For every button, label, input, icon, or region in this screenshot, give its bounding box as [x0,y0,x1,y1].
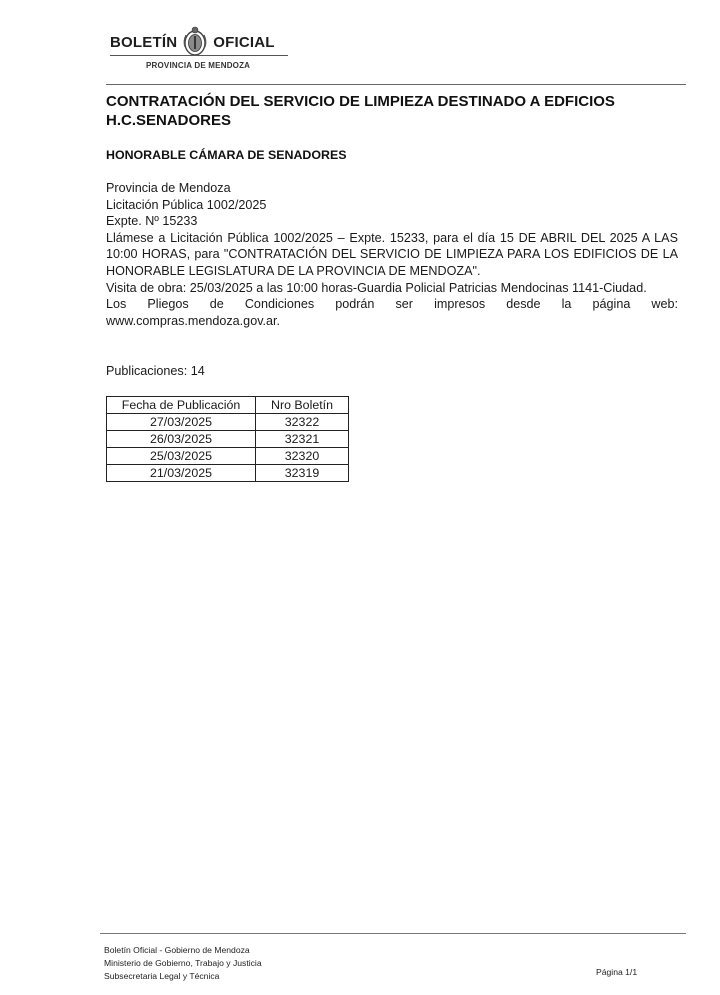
footer-line-3: Subsecretaria Legal y Técnica [104,971,220,981]
table-row [107,414,349,431]
publications-table [106,396,349,482]
table-row [107,431,349,448]
body-line-province: Provincia de Mendoza [106,181,231,195]
call-paragraph: Llámese a Licitación Pública 1002/2025 – Expte. 15233, para el día 15 DE ABRIL DEL 2025 A LAS 10:00 HORAS, para "CONTRATACIÓN DEL SERVICIO DE LIMPIEZA PARA LOS EDIFICIOS DE LA HONORABLE LEGISLATURA DE LA PROVINCIA DE MENDOZA". [106,230,678,278]
table-header-row [107,397,349,414]
site-visit-line: Visita de obra: 25/03/2025 a las 10:00 horas-Guardia Policial Patricias Mendocinas 1141-Ciudad. [106,280,647,295]
cell-fecha: 25/03/2025 [107,448,256,465]
cell-fecha: 27/03/2025 [107,414,256,431]
logo-word-boletin: BOLETÍN [110,33,178,51]
boletin-oficial-logo [110,24,290,76]
footer-info [104,944,262,983]
cell-fecha: 21/03/2025 [107,465,256,482]
page-number: Página 1/1 [596,967,638,977]
pliegos-url[interactable]: www.compras.mendoza.gov.ar. [106,313,281,328]
body-line-file: Expte. Nº 15233 [106,214,198,229]
table-row [107,448,349,465]
footer-line-2: Ministerio de Gobierno, Trabajo y Justicia [104,958,262,968]
cell-nro: 32321 [256,431,349,448]
cell-nro: 32320 [256,448,349,465]
cell-nro: 32322 [256,414,349,431]
pliegos-line: Los Pliegos de Condiciones podrán ser impresos desde la página web: [106,297,678,312]
cell-fecha: 26/03/2025 [107,431,256,448]
footer-line-1: Boletín Oficial - Gobierno de Mendoza [104,945,250,955]
cell-nro: 32319 [256,465,349,482]
header-divider [106,84,686,85]
logo-subtitle: PROVINCIA DE MENDOZA [146,61,251,70]
publications-count: Publicaciones: 14 [106,364,205,378]
provincial-seal-icon [181,25,209,59]
footer-divider [100,933,686,934]
logo-word-oficial: OFICIAL [213,33,275,51]
header-fecha: Fecha de Publicación [107,397,256,414]
table-row [107,465,349,482]
body-line-tender: Licitación Pública 1002/2025 [106,197,267,212]
header-nro-boletin: Nro Boletín [256,397,349,414]
title-line-1: CONTRATACIÓN DEL SERVICIO DE LIMPIEZA DESTINADO A EDFICIOS [106,93,615,110]
title-line-2: H.C.SENADORES [106,112,232,129]
document-body [106,180,678,329]
issuing-entity: HONORABLE CÁMARA DE SENADORES [106,148,347,162]
document-title [106,92,686,130]
logo-divider [110,55,288,56]
